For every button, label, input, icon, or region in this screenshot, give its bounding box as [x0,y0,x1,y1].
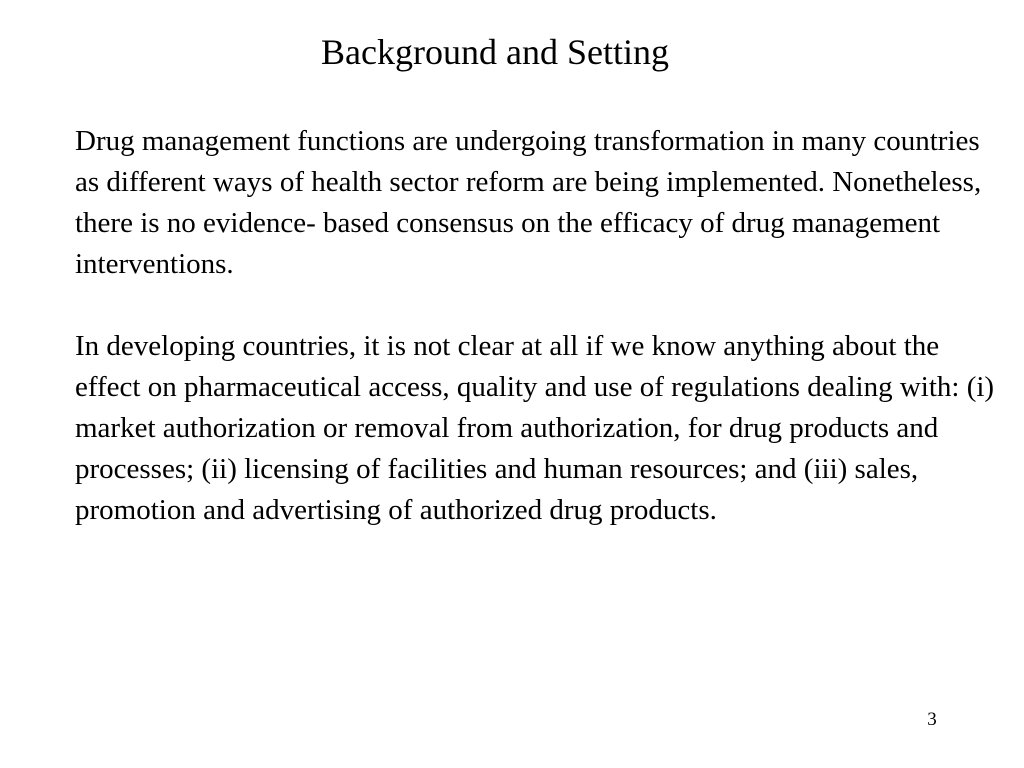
slide-title: Background and Setting [321,32,669,72]
paragraph-developing-countries: In developing countries, it is not clear at all if we know anything about the effect on pharmaceutical access, quality and use of regulations dealing with: (i) market authorization or removal from authorization, for drug products and processes; (ii) licensing of facilities and human resources; and (iii) sales, promotion and advertising of authorized drug products. [75,330,995,526]
page-number: 3 [927,709,937,730]
slide-body [75,121,995,531]
paragraph-drug-management: Drug management functions are undergoing transformation in many countries as different ways of health sector reform are being implemented. Nonetheless, there is no evidence- based consensus on the efficacy of drug management interventions. [75,125,982,280]
